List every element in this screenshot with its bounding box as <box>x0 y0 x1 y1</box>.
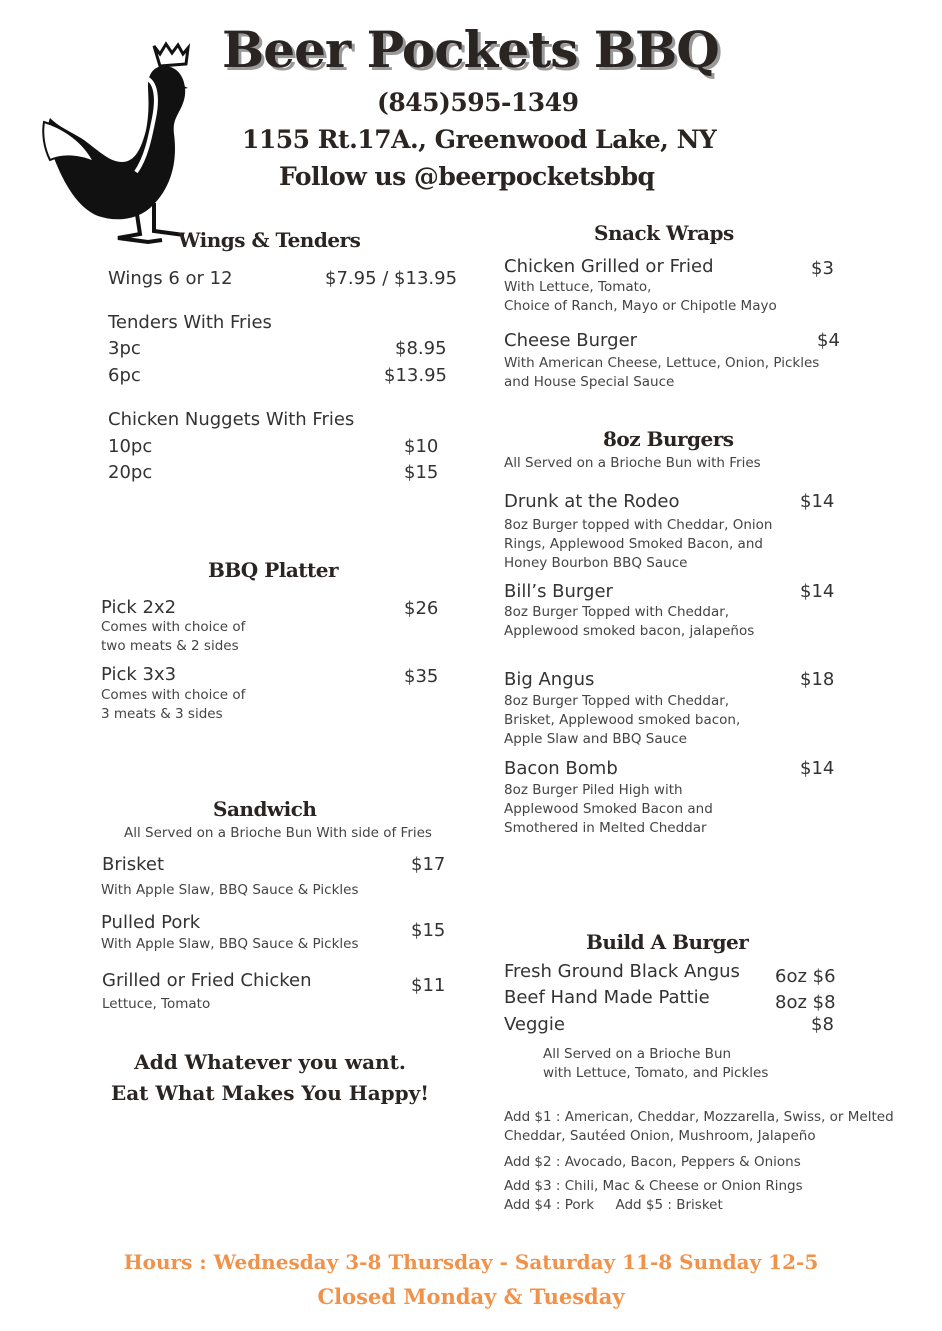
item-description: 3 meats & 3 sides <box>101 706 223 722</box>
item-name: Cheese Burger <box>504 330 638 351</box>
item-name: Pick 2x2 <box>101 597 177 618</box>
item-name: Grilled or Fried Chicken <box>102 970 312 991</box>
item-description: 8oz Burger topped with Cheddar, Onion Rings, Applewood Smoked Bacon, and Honey Bourbon BBQ Sauce <box>504 517 773 571</box>
item-price: $10 <box>404 436 439 457</box>
item-description: Choice of Ranch, Mayo or Chipotle Mayo <box>504 298 777 314</box>
item-name: Brisket <box>102 854 165 875</box>
section-title-build: Build A Burger <box>586 930 749 954</box>
rooster-illustration <box>36 38 216 253</box>
item-description: Comes with choice of <box>101 619 246 635</box>
section-title-burgers: 8oz Burgers <box>603 427 734 451</box>
build-option: Beef Hand Made Pattie <box>504 987 710 1008</box>
hours-line: Hours : Wednesday 3-8 Thursday - Saturday 11-8 Sunday 12-5 <box>123 1250 819 1274</box>
item-price: $14 <box>800 491 835 512</box>
item-name: Bill’s Burger <box>504 581 613 602</box>
item-price: 6oz $6 <box>775 966 836 987</box>
hours-closed: Closed Monday & Tuesday <box>317 1284 625 1309</box>
item-price: $4 <box>817 330 840 351</box>
item-price: $7.95 / $13.95 <box>325 268 458 289</box>
build-note: All Served on a Brioche Bun <box>543 1046 732 1062</box>
item-price: 8oz $8 <box>775 992 836 1013</box>
item-description: Lettuce, Tomato <box>102 996 211 1012</box>
item-price: $8 <box>811 1014 834 1035</box>
address: 1155 Rt.17A., Greenwood Lake, NY <box>242 125 717 154</box>
tagline-line: Add Whatever you want. <box>134 1050 406 1074</box>
section-title-platter: BBQ Platter <box>208 558 339 582</box>
item-price: $18 <box>800 669 835 690</box>
item-description: With Apple Slaw, BBQ Sauce & Pickles <box>101 936 359 952</box>
item-price: $8.95 <box>395 338 447 359</box>
item-description: With American Cheese, Lettuce, Onion, Pickles <box>504 355 820 371</box>
item-price: $3 <box>811 258 834 279</box>
item-description: With Apple Slaw, BBQ Sauce & Pickles <box>101 882 359 898</box>
item-name: Bacon Bomb <box>504 758 618 779</box>
item-description: 8oz Burger Topped with Cheddar, Brisket, Applewood smoked bacon, Apple Slaw and BBQ Sauce <box>504 693 741 747</box>
item-description: Comes with choice of <box>101 687 246 703</box>
item-name: Pick 3x3 <box>101 664 177 685</box>
item-name: Chicken Nuggets With Fries <box>108 409 355 430</box>
addon-line: Add $1 : American, Cheddar, Mozzarella, Swiss, or Melted Cheddar, Sautéed Onion, Mushroom, Jalapeño <box>504 1109 894 1144</box>
item-description: and House Special Sauce <box>504 374 675 390</box>
addon-line: Add $4 : Pork Add $5 : Brisket <box>504 1197 723 1213</box>
item-name: Pulled Pork <box>101 912 201 933</box>
section-title-wraps: Snack Wraps <box>594 221 734 245</box>
addon-line: Add $2 : Avocado, Bacon, Peppers & Onions <box>504 1154 801 1170</box>
item-price: $11 <box>411 975 446 996</box>
restaurant-name: Beer Pockets BBQ <box>222 20 719 79</box>
item-description: 8oz Burger Topped with Cheddar, Applewood smoked bacon, jalapeños <box>504 604 755 639</box>
item-description: With Lettuce, Tomato, <box>504 279 652 295</box>
item-name: Wings 6 or 12 <box>108 268 233 289</box>
item-price: $15 <box>411 920 446 941</box>
item-price: $26 <box>404 598 439 619</box>
build-option: Veggie <box>504 1014 565 1035</box>
item-price: $17 <box>411 854 446 875</box>
section-title-sandwich: Sandwich <box>213 797 317 821</box>
section-subtitle: All Served on a Brioche Bun with Fries <box>504 455 761 471</box>
item-description: two meats & 2 sides <box>101 638 239 654</box>
item-price: $14 <box>800 758 835 779</box>
phone-number: (845)595-1349 <box>377 88 579 117</box>
item-option: 20pc <box>108 462 153 483</box>
social-handle: Follow us @beerpocketsbbq <box>279 162 655 191</box>
addon-line: Add $3 : Chili, Mac & Cheese or Onion Rings <box>504 1178 803 1194</box>
tagline-line: Eat What Makes You Happy! <box>110 1081 430 1105</box>
item-description: 8oz Burger Piled High with Applewood Smoked Bacon and Smothered in Melted Cheddar <box>504 782 713 836</box>
item-option: 10pc <box>108 436 153 457</box>
item-price: $13.95 <box>384 365 447 386</box>
item-name: Chicken Grilled or Fried <box>504 256 714 277</box>
item-option: 3pc <box>108 338 141 359</box>
build-note: with Lettuce, Tomato, and Pickles <box>543 1065 769 1081</box>
item-name: Tenders With Fries <box>108 312 272 333</box>
item-name: Drunk at the Rodeo <box>504 491 680 512</box>
build-option: Fresh Ground Black Angus <box>504 961 740 982</box>
item-name: Big Angus <box>504 669 595 690</box>
item-price: $14 <box>800 581 835 602</box>
item-price: $15 <box>404 462 439 483</box>
tagline <box>90 1047 450 1109</box>
section-subtitle: All Served on a Brioche Bun With side of Fries <box>124 825 432 841</box>
item-price: $35 <box>404 666 439 687</box>
section-title-wings: Wings & Tenders <box>178 228 361 252</box>
item-option: 6pc <box>108 365 141 386</box>
